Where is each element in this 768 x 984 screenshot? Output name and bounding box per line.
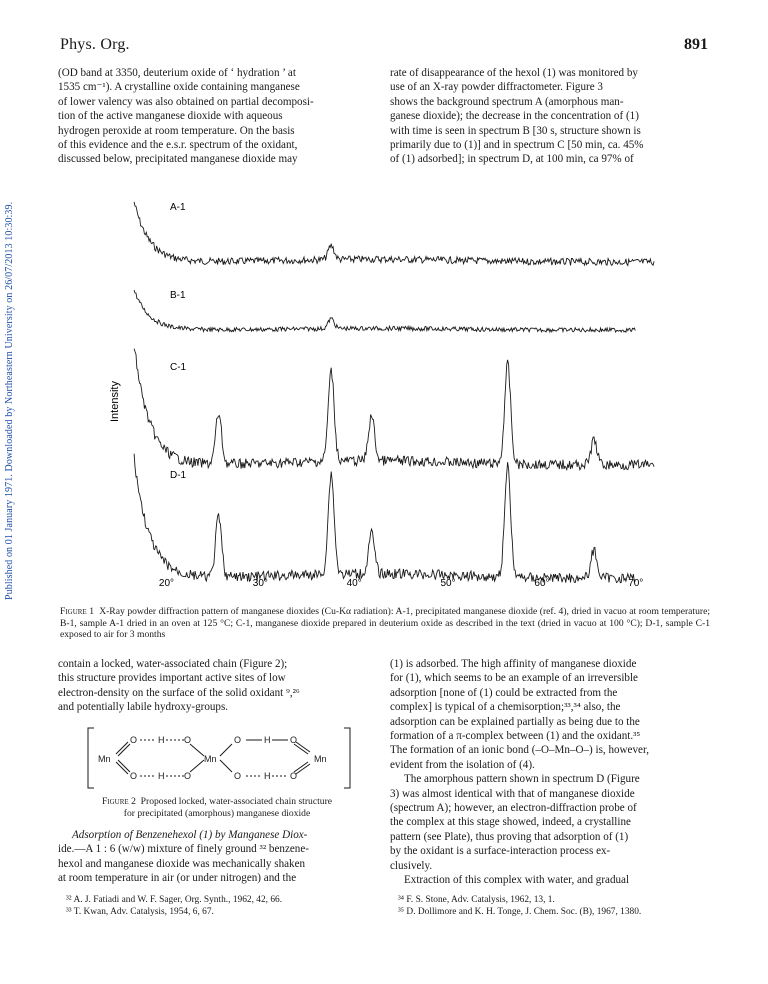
right-bracket (344, 728, 350, 788)
text-line: at room temperature in air (or under nitrogen) and the (58, 872, 297, 885)
text-line: discussed below, precipitated manganese dioxide may (58, 153, 298, 166)
text-line: of lower valency was also obtained on partial decomposi- (58, 95, 314, 108)
y-axis-label: Intensity (109, 381, 121, 422)
figure1-caption (60, 606, 710, 641)
mn-atom: Mn (98, 754, 111, 764)
text-line: contain a locked, water-associated chain (Figure 2); (58, 658, 288, 670)
text-line: ide.—A 1 : 6 (w/w) mixture of finely ground ³² benzene- (58, 843, 309, 856)
chain-structure-diagram (86, 726, 358, 792)
trace-label-a1: A-1 (170, 202, 186, 213)
text-line: electron-density on the surface of the solid oxidant ⁹,²⁶ (58, 686, 300, 699)
figure2-caption (64, 796, 370, 819)
text-line: 3) was almost identical with that of manganese dioxide (390, 787, 635, 800)
h-atom: H (158, 735, 165, 745)
top-left-column (58, 66, 376, 167)
left-bracket (88, 728, 94, 788)
text-line: hydrogen peroxide at room temperature. On the basis (58, 124, 295, 137)
x-tick-label: 40° (346, 578, 362, 589)
h-atom: H (158, 771, 165, 781)
text-line: of this evidence and the e.s.r. spectrum of the oxidant, (58, 139, 298, 152)
text-line: complex] is typical of a chemisorption;³³,³⁴ also, the (390, 701, 621, 714)
x-tick-label: 50° (440, 578, 456, 589)
trace-label-d1: D-1 (170, 470, 187, 481)
mn-atom: Mn (314, 754, 327, 764)
figure2-caption-line: for precipitated (amorphous) manganese dioxide (123, 807, 311, 819)
text-line: adsorption can be explained partially as being due to the (390, 715, 640, 728)
journal-title: Phys. Org. (60, 36, 130, 53)
section-heading-line: Adsorption of Benzenehexol (1) by Manganese Diox- (72, 829, 308, 841)
left-body-column (58, 657, 376, 715)
text-line: ganese dioxide); the decrease in the concentration of (1) (390, 110, 639, 123)
trace-labels (170, 202, 187, 481)
trace-label-b1: B-1 (170, 290, 186, 301)
text-line: use of an X-ray powder diffractometer. Figure 3 (390, 81, 603, 94)
figure1-caption-text: X-Ray powder diffraction pattern of manganese dioxides (Cu-Kα radiation): A-1, precipitated manganese dioxide (ref. 4), dried in vacuo at room temperature; B-1, sample A-1 dried in an oven at 125 °C; C-1, manganese dioxide prepared in deuterium oxide as described in the text (dried in vacuo at 100 °C); D-1, sample C-1 exposed to air for 3 months (60, 606, 710, 641)
footnotes-right (398, 895, 641, 919)
text-line: primarily due to (1)] and in spectrum C [50 min, ca. 45% (390, 139, 644, 152)
text-line: rate of disappearance of the hexol (1) was monitored by (390, 67, 638, 79)
figure1-caption-label: Figure 1 (60, 606, 95, 617)
text-line: The amorphous pattern shown in spectrum D (Figure (404, 773, 640, 786)
o-atom: O (290, 771, 298, 781)
text-line: pattern (see Plate), thus proving that adsorption of (1) (390, 830, 629, 843)
text-line: hexol and manganese dioxide was mechanically shaken (58, 857, 306, 870)
xrd-trace-b-1 (134, 290, 635, 332)
xrd-figure (100, 180, 680, 592)
text-line: Extraction of this complex with water, and gradual (404, 874, 630, 887)
figure2-caption-line: Proposed locked, water-associated chain structure (140, 796, 333, 807)
footnote: ³³ T. Kwan, Adv. Catalysis, 1954, 6, 67. (66, 906, 214, 917)
text-line: clusively. (390, 859, 433, 872)
footnote: ³⁴ F. S. Stone, Adv. Catalysis, 1962, 13, 1. (398, 895, 555, 905)
left-body2-column (58, 828, 376, 886)
o-atom: O (234, 735, 242, 745)
h-atom: H (264, 735, 271, 745)
page-number: 891 (684, 36, 708, 53)
o-atom: O (130, 735, 138, 745)
text-line: (spectrum A); however, an electron-diffraction probe of (390, 802, 637, 815)
o-atom: O (130, 771, 138, 781)
right-body-column (390, 657, 712, 888)
text-line: this structure provides important active sites of low (58, 672, 286, 685)
text-line: The formation of an ionic bond (–O–Mn–O–) is, however, (390, 744, 649, 757)
footnote: ³² A. J. Fatiadi and W. F. Sager, Org. Synth., 1962, 42, 66. (66, 895, 283, 905)
text-line: tion of the active manganese dioxide with aqueous (58, 110, 283, 123)
x-tick-label: 20° (158, 578, 175, 589)
text-line: shows the background spectrum A (amorphous man- (390, 95, 624, 108)
text-line: by the oxidant is a surface-interaction process ex- (390, 845, 611, 858)
download-watermark[interactable]: Published on 01 January 1971. Downloaded by Northeastern University on 26/07/2013 10:30:39. (4, 201, 15, 600)
top-right-column (390, 66, 712, 167)
o-atom: O (184, 735, 192, 745)
text-line: (OD band at 3350, deuterium oxide of ‘ hydration ’ at (58, 67, 296, 79)
text-line: the complex at this stage showed, indeed, a crystalline (390, 816, 631, 829)
mn-atom: Mn (204, 754, 217, 764)
o-atom: O (184, 771, 192, 781)
text-line: 1535 cm⁻¹). A crystalline oxide containing manganese (58, 81, 300, 94)
text-line: adsorption [none of (1) could be extracted from the (390, 686, 618, 699)
xrd-trace-a-1 (134, 202, 654, 266)
text-line: of (1) adsorbed]; in spectrum D, at 100 min, ca 97% of (390, 153, 634, 166)
x-tick-label: 60° (534, 578, 550, 589)
x-tick-label: 70° (628, 578, 644, 589)
trace-label-c1: C-1 (170, 362, 187, 373)
text-line: for (1), which seems to be an example of an irreversible (390, 672, 638, 685)
text-line: with time is seen in spectrum B [30 s, structure shown is (390, 124, 641, 137)
o-atom: O (234, 771, 242, 781)
xrd-traces (134, 202, 654, 583)
text-line: and potentially labile hydroxy-groups. (58, 701, 229, 714)
text-line: evident from the isolation of (4). (390, 758, 535, 771)
xrd-trace-c-1 (134, 349, 654, 470)
footnotes-left (66, 895, 282, 919)
h-atom: H (264, 771, 271, 781)
o-atom: O (290, 735, 298, 745)
xrd-trace-d-1 (134, 454, 635, 583)
x-tick-label: 30° (252, 578, 268, 589)
text-line: (1) is adsorbed. The high affinity of manganese dioxide (390, 658, 637, 670)
text-line: formation of a π-complex between (1) and the oxidant.³⁵ (390, 730, 641, 743)
footnote: ³⁵ D. Dollimore and K. H. Tonge, J. Chem. Soc. (B), 1967, 1380. (398, 906, 642, 917)
figure2-caption-label: Figure 2 (101, 796, 136, 807)
